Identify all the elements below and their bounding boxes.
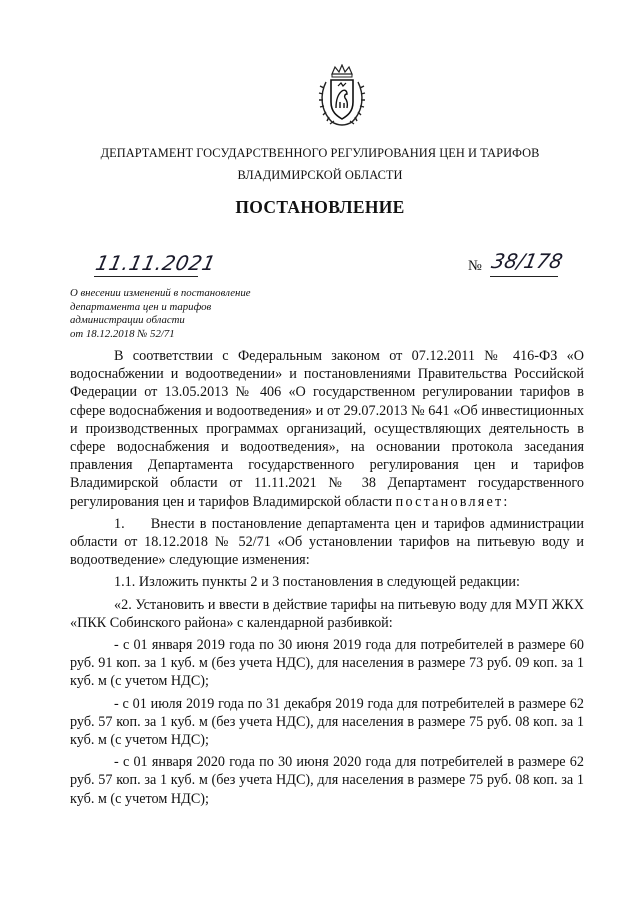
number-sign: № [468, 258, 482, 274]
clause-2-paragraph: «2. Установить и ввести в действие тарифы на питьевую воду для МУП ЖКХ «ПКК Собинского района» с календарной разбивкой: [70, 596, 584, 631]
date-underline [94, 276, 198, 277]
tariff-period-paragraph: - с 01 января 2020 года по 30 июня 2020 года для потребителей в размере 62 руб. 57 коп. за 1 куб. м (без учета НДС), для населения в размере 75 руб. 08 коп. за 1 куб. м (с учетом НДС); [70, 754, 584, 807]
document-body [70, 347, 584, 808]
coat-of-arms-icon [318, 64, 366, 130]
subject-line: администрации области [70, 314, 185, 327]
clause-1-1-paragraph: 1.1. Изложить пункты 2 и 3 постановления в следующей редакции: [114, 574, 520, 591]
subject-block [70, 287, 330, 341]
preamble-text: В соответствии с Федеральным законом от 07.12.2011 № 416-ФЗ «О водоснабжении и водоотведении» и постановлениями Правительства Российской Федерации от 13.05.2013 № 406 «О государственном регулировании тарифов в сфере водоснабжения и водоотведения» и от 29.07.2013 № 641 «Об инвестиционных и производственных программах организаций, осуществляющих деятельность в сфере водоснабжения и водоотведения», на основании протокола заседания правления Департамента государственного регулирования цен и тарифов Владимирской области от 11.11.2021 № 38 Департамент государственного регулирования цен и тарифов Владимирской области [70, 348, 584, 510]
resolves-word: постановляет: [395, 493, 510, 510]
subject-line: О внесении изменений в постановление [70, 287, 251, 299]
subject-line: департамента цен и тарифов [70, 300, 212, 313]
preamble-paragraph [70, 347, 584, 511]
number-underline [490, 276, 558, 277]
subject-line: от 18.12.2018 № 52/71 [70, 327, 175, 340]
department-title-line1: ДЕПАРТАМЕНТ ГОСУДАРСТВЕННОГО РЕГУЛИРОВАНИЯ ЦЕН И ТАРИФОВ [100, 146, 540, 160]
document-number: 38/178 [489, 249, 565, 273]
document-date: 11.11.2021 [93, 251, 219, 275]
tariff-period-paragraph: - с 01 июля 2019 года по 31 декабря 2019 года для потребителей в размере 62 руб. 57 коп. за 1 куб. м (без учета НДС), для населения в размере 75 руб. 08 коп. за 1 куб. м (с учетом НДС); [70, 695, 584, 749]
document-type-title: ПОСТАНОВЛЕНИЕ [235, 197, 405, 217]
department-title-line2: ВЛАДИМИРСКОЙ ОБЛАСТИ [237, 168, 403, 182]
tariff-period-paragraph: - с 01 января 2019 года по 30 июня 2019 года для потребителей в размере 60 руб. 91 коп. за 1 куб. м (без учета НДС), для населения в размере 73 руб. 09 коп. за 1 куб. м (с учетом НДС); [70, 637, 584, 690]
clause-1-paragraph: 1. Внести в постановление департамента цен и тарифов администрации области от 18.12.2018 № 52/71 «Об установлении тарифов на питьевую воду и водоотведение» следующие изменения: [70, 515, 584, 569]
